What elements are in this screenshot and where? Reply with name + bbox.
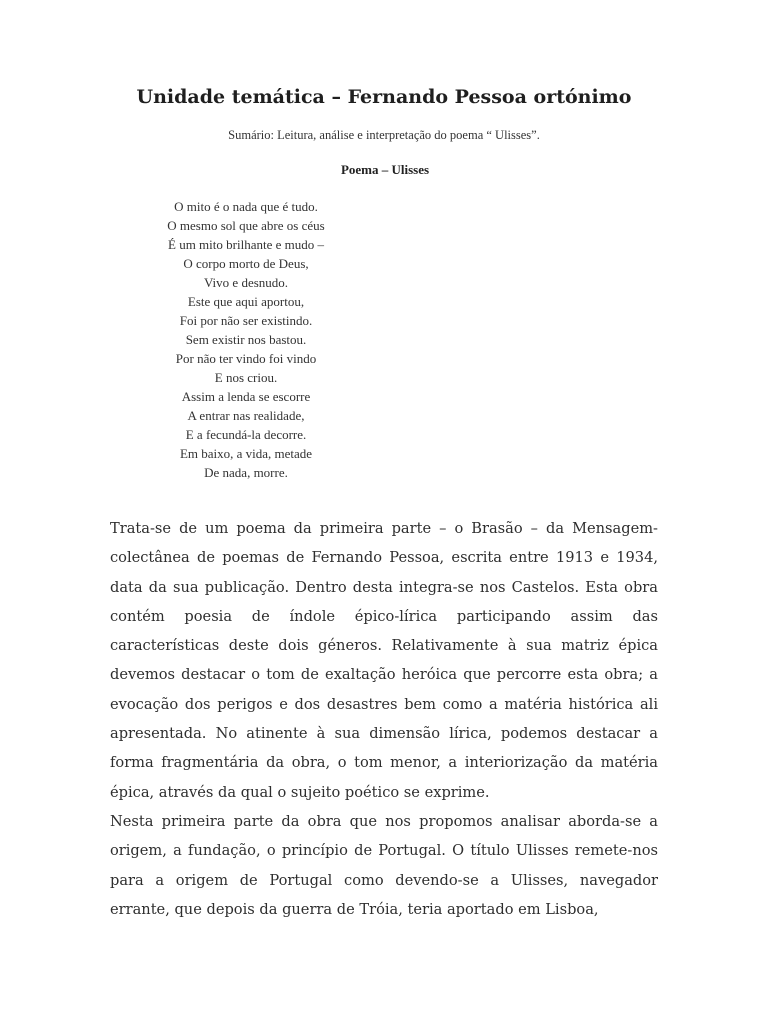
poem-line: É um mito brilhante e mudo – bbox=[168, 237, 324, 252]
poem-line: Este que aqui aportou, bbox=[187, 294, 305, 309]
poem-line: Vivo e desnudo. bbox=[203, 275, 289, 290]
poem-line: Foi por não ser existindo. bbox=[179, 313, 313, 328]
document-title: Unidade temática – Fernando Pessoa ortónimo bbox=[136, 86, 632, 108]
poem-line: Em baixo, a vida, metade bbox=[179, 446, 313, 461]
analysis-text bbox=[110, 514, 658, 924]
poem-line: Por não ter vindo foi vindo bbox=[175, 351, 317, 366]
poem-line: O mito é o nada que é tudo. bbox=[174, 199, 318, 214]
lesson-summary: Sumário: Leitura, análise e interpretação do poema “ Ulisses”. bbox=[228, 128, 540, 142]
poem-line: Sem existir nos bastou. bbox=[185, 332, 307, 347]
poem-line: O mesmo sol que abre os céus bbox=[167, 218, 325, 233]
analysis-paragraph: Trata-se de um poema da primeira parte – o Brasão – da Mensagem-colectânea de poemas de Fernando Pessoa, escrita entre 1913 e 1934, data da sua publicação. Dentro desta integra-se nos Castelos. Esta obra contém poesia de índole épico-lírica participando assim das características deste dois géneros. Relativamente à sua matriz épica devemos destacar o tom de exaltação heróica que percorre esta obra; a evocação dos perigos e dos desastres bem como a matéria histórica ali apresentada. No atinente à sua dimensão lírica, podemos destacar a forma fragmentária da obra, o tom menor, a interiorização da matéria épica, através da qual o sujeito poético se exprime. bbox=[110, 520, 658, 801]
poem-text bbox=[126, 197, 366, 482]
poem-line: E nos criou. bbox=[214, 370, 278, 385]
poem-line: A entrar nas realidade, bbox=[187, 408, 305, 423]
poem-line: O corpo morto de Deus, bbox=[183, 256, 309, 271]
analysis-paragraph: Nesta primeira parte da obra que nos propomos analisar aborda-se a origem, a fundação, o princípio de Portugal. O título Ulisses remete-nos para a origem de Portugal como devendo-se a Ulisses, navegador errante, que depois da guerra de Tróia, teria aportado em Lisboa, bbox=[110, 812, 658, 918]
poem-line: E a fecundá-la decorre. bbox=[185, 427, 307, 442]
poem-line: De nada, morre. bbox=[204, 465, 288, 480]
poem-line: Assim a lenda se escorre bbox=[181, 389, 311, 404]
poem-heading: Poema – Ulisses bbox=[340, 162, 430, 177]
